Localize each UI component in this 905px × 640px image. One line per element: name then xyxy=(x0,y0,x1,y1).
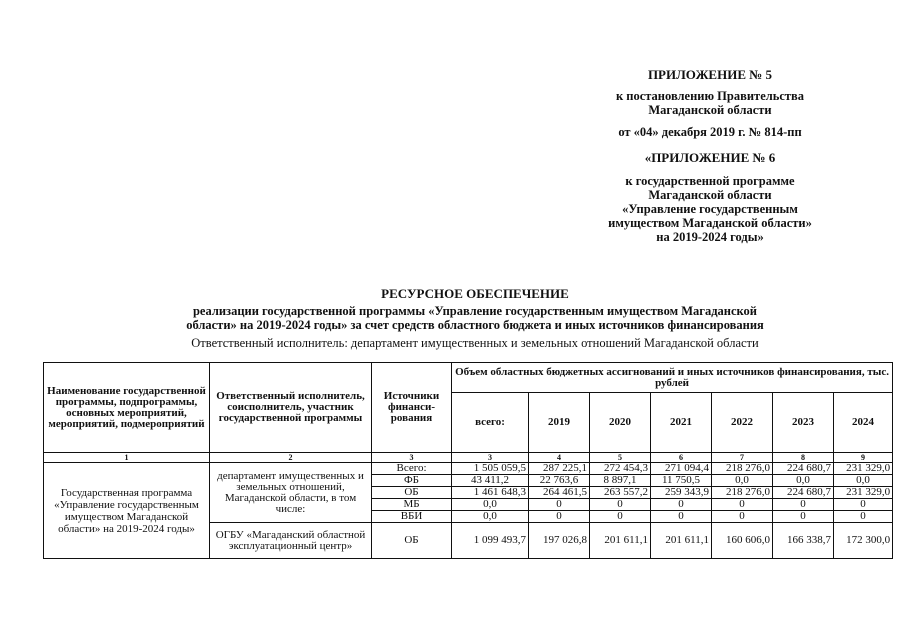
value-cell: 0 xyxy=(712,499,773,511)
value-cell: 1 099 493,7 xyxy=(452,523,529,559)
value-cell: 0,0 xyxy=(773,475,834,487)
value-cell: 264 461,5 xyxy=(529,487,590,499)
header-year-2020: 2020 xyxy=(590,393,651,453)
table-row xyxy=(44,463,893,475)
header-year-2024: 2024 xyxy=(834,393,893,453)
value-cell: 271 094,4 xyxy=(651,463,712,475)
value-cell: 218 276,0 xyxy=(712,463,773,475)
value-cell: 263 557,2 xyxy=(590,487,651,499)
value-cell: 0 xyxy=(834,499,893,511)
value-cell: 0 xyxy=(590,511,651,523)
value-cell: 11 750,5 xyxy=(651,475,712,487)
value-cell: 0,0 xyxy=(834,475,893,487)
appendix-line: на 2019-2024 годы» xyxy=(656,230,764,244)
appendix-header xyxy=(530,68,890,244)
value-cell: 224 680,7 xyxy=(773,487,834,499)
header-source: Источники финанси-рования xyxy=(372,363,452,453)
source-cell: ВБИ xyxy=(372,511,452,523)
responsible-executor-cell: департамент имущественных и земельных отношений, Магаданской области, в том числе: xyxy=(210,463,372,523)
value-cell: 0 xyxy=(773,499,834,511)
header-responsible: Ответственный исполнитель, соисполнитель, участник государственной программы xyxy=(210,363,372,453)
appendix-title-6: «ПРИЛОЖЕНИЕ № 6 xyxy=(644,150,776,165)
resource-table xyxy=(43,362,893,559)
appendix-line: к постановлению Правительства xyxy=(615,89,805,103)
subtitle-line-2: области» на 2019-2024 годы» за счет средств областного бюджета и иных источников финансирования xyxy=(186,318,764,332)
value-cell: 0 xyxy=(529,511,590,523)
program-name: Государственная программа «Управление государственным имуществом Магаданской области» на 2019-2024 годы» xyxy=(44,463,210,559)
column-number: 9 xyxy=(834,453,893,463)
value-cell: 0,0 xyxy=(452,511,529,523)
value-cell: 1 461 648,3 xyxy=(452,487,529,499)
header-year-2022: 2022 xyxy=(712,393,773,453)
appendix-line: Магаданской области xyxy=(648,103,772,117)
source-cell: МБ xyxy=(372,499,452,511)
value-cell: 0 xyxy=(834,511,893,523)
value-cell: 197 026,8 xyxy=(529,523,590,559)
header-year-2021: 2021 xyxy=(651,393,712,453)
column-number: 5 xyxy=(590,453,651,463)
value-cell: 0 xyxy=(773,511,834,523)
responsible-executor: Ответственный исполнитель: департамент имущественных и земельных отношений Магаданской области xyxy=(191,336,759,350)
column-number: 6 xyxy=(651,453,712,463)
column-number: 1 xyxy=(44,453,210,463)
value-cell: 0 xyxy=(651,499,712,511)
value-cell: 272 454,3 xyxy=(590,463,651,475)
source-cell: ФБ xyxy=(372,475,452,487)
appendix-line: имуществом Магаданской области» xyxy=(608,216,812,230)
value-cell: 8 897,1 xyxy=(590,475,651,487)
value-cell: 0,0 xyxy=(452,499,529,511)
value-cell: 287 225,1 xyxy=(529,463,590,475)
value-cell: 0 xyxy=(712,511,773,523)
column-number: 7 xyxy=(712,453,773,463)
appendix-title: ПРИЛОЖЕНИЕ № 5 xyxy=(647,67,773,82)
value-cell: 231 329,0 xyxy=(834,463,893,475)
value-cell: 231 329,0 xyxy=(834,487,893,499)
column-number: 3 xyxy=(452,453,529,463)
appendix-decree: от «04» декабря 2019 г. № 814-пп xyxy=(618,125,802,139)
value-cell: 259 343,9 xyxy=(651,487,712,499)
value-cell: 224 680,7 xyxy=(773,463,834,475)
value-cell: 172 300,0 xyxy=(834,523,893,559)
value-cell: 43 411,2 xyxy=(452,475,529,487)
column-number: 8 xyxy=(773,453,834,463)
source-cell: Всего: xyxy=(372,463,452,475)
value-cell: 201 611,1 xyxy=(590,523,651,559)
value-cell: 0 xyxy=(651,511,712,523)
header-year-total: всего: xyxy=(452,393,529,453)
source-cell: ОБ xyxy=(372,523,452,559)
column-number: 4 xyxy=(529,453,590,463)
document-subtitle xyxy=(60,304,890,332)
column-number: 3 xyxy=(372,453,452,463)
column-number: 2 xyxy=(210,453,372,463)
value-cell: 1 505 059,5 xyxy=(452,463,529,475)
header-name: Наименование государственной программы, подпрограммы, основных мероприятий, мероприятий, подмероприятий xyxy=(44,363,210,453)
appendix-line: «Управление государственным xyxy=(622,202,798,216)
value-cell: 218 276,0 xyxy=(712,487,773,499)
subtitle-line-1: реализации государственной программы «Управление государственным имуществом Магаданской xyxy=(192,304,758,318)
sub-executor-cell: ОГБУ «Магаданский областной эксплуатационный центр» xyxy=(210,523,372,559)
value-cell: 0 xyxy=(529,499,590,511)
appendix-line: к государственной программе xyxy=(625,174,795,188)
appendix-line: Магаданской области xyxy=(648,188,772,202)
header-volume: Объем областных бюджетных ассигнований и иных источников финансирования, тыс. рублей xyxy=(452,363,893,393)
document-title: РЕСУРСНОЕ ОБЕСПЕЧЕНИЕ xyxy=(381,286,569,301)
value-cell: 166 338,7 xyxy=(773,523,834,559)
value-cell: 0 xyxy=(590,499,651,511)
value-cell: 160 606,0 xyxy=(712,523,773,559)
value-cell: 0,0 xyxy=(712,475,773,487)
value-cell: 22 763,6 xyxy=(529,475,590,487)
source-cell: ОБ xyxy=(372,487,452,499)
column-number-row xyxy=(44,453,893,463)
header-year-2019: 2019 xyxy=(529,393,590,453)
header-year-2023: 2023 xyxy=(773,393,834,453)
value-cell: 201 611,1 xyxy=(651,523,712,559)
